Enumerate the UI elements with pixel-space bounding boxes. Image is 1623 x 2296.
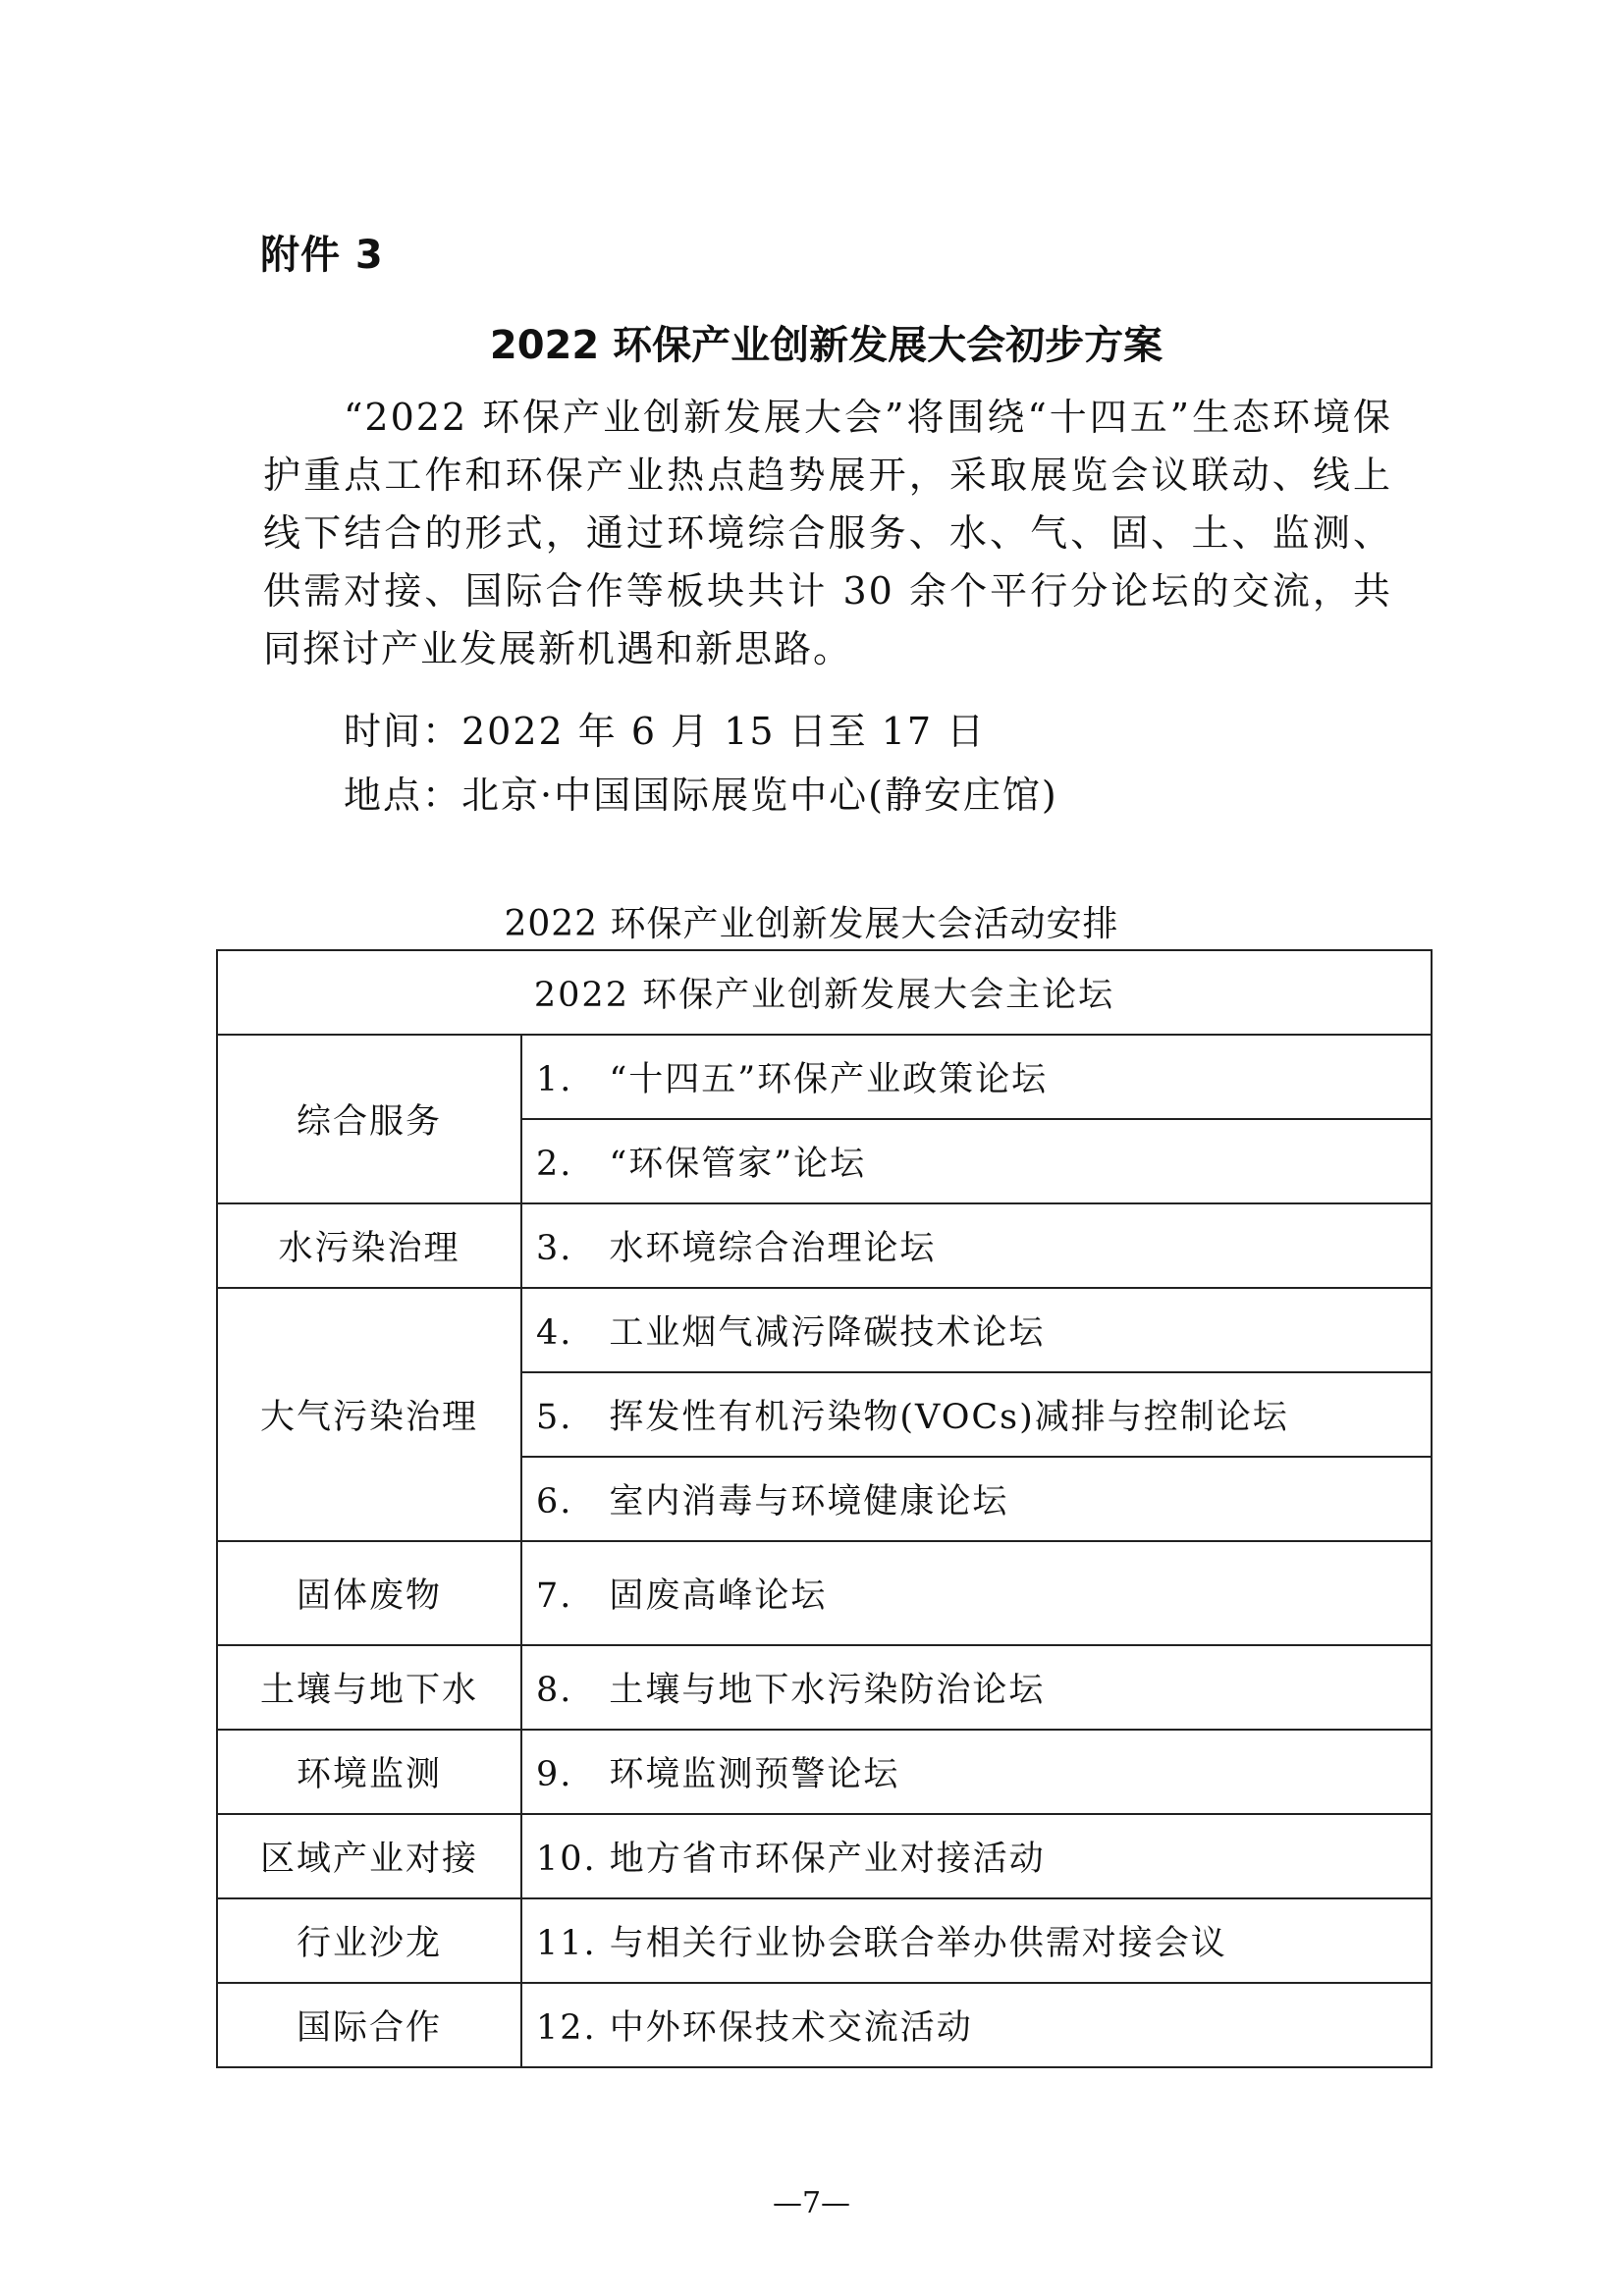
forum-item: 9. 环境监测预警论坛 [521, 1730, 1432, 1814]
table-row [217, 1035, 1432, 1119]
table-row [217, 1288, 1432, 1372]
attachment-label: 附件 3 [260, 233, 384, 278]
category-cell: 固体废物 [217, 1541, 521, 1645]
document-title: 2022 环保产业创新发展大会初步方案 [489, 323, 1163, 368]
forum-item: 4. 工业烟气减污降碳技术论坛 [521, 1288, 1432, 1372]
page-number: —7— [772, 2186, 851, 2220]
category-cell: 国际合作 [217, 1983, 521, 2067]
category-cell: 综合服务 [217, 1035, 521, 1203]
forum-item: 6. 室内消毒与环境健康论坛 [521, 1457, 1432, 1541]
table-row [217, 1983, 1432, 2067]
forum-item: 3. 水环境综合治理论坛 [521, 1203, 1432, 1288]
category-cell: 水污染治理 [217, 1203, 521, 1288]
main-forum-header: 2022 环保产业创新发展大会主论坛 [217, 950, 1432, 1035]
intro-paragraph: “2022 环保产业创新发展大会”将围绕“十四五”生态环境保护重点工作和环保产业热点趋势展开，采取展览会议联动、线上线下结合的形式，通过环境综合服务、水、气、固、土、监测、供需对接、国际合作等板块共计 30 余个平行分论坛的交流，共同探讨产业发展新机遇和新思路。 [263, 396, 1392, 670]
table-caption: 2022 环保产业创新发展大会活动安排 [504, 904, 1119, 944]
forum-item: 12. 中外环保技术交流活动 [521, 1983, 1432, 2067]
table-row [217, 1645, 1432, 1730]
table-header-row [217, 950, 1432, 1035]
event-place: 地点：北京·中国国际展览中心(静安庄馆) [344, 774, 1058, 817]
schedule-table [216, 949, 1433, 2068]
category-cell: 土壤与地下水 [217, 1645, 521, 1730]
forum-item: 10. 地方省市环保产业对接活动 [521, 1814, 1432, 1898]
table-row [217, 1814, 1432, 1898]
table-row [217, 1898, 1432, 1983]
table-row [217, 1730, 1432, 1814]
table-row [217, 1203, 1432, 1288]
category-cell: 区域产业对接 [217, 1814, 521, 1898]
forum-item: 5. 挥发性有机污染物(VOCs)减排与控制论坛 [521, 1372, 1432, 1457]
forum-item: 11. 与相关行业协会联合举办供需对接会议 [521, 1898, 1432, 1983]
forum-item: 8. 土壤与地下水污染防治论坛 [521, 1645, 1432, 1730]
category-cell: 大气污染治理 [217, 1288, 521, 1541]
category-cell: 行业沙龙 [217, 1898, 521, 1983]
forum-item: 7. 固废高峰论坛 [521, 1541, 1432, 1645]
forum-item: 2. “环保管家”论坛 [521, 1119, 1432, 1203]
category-cell: 环境监测 [217, 1730, 521, 1814]
table-row [217, 1541, 1432, 1645]
forum-item: 1. “十四五”环保产业政策论坛 [521, 1035, 1432, 1119]
event-time: 时间：2022 年 6 月 15 日至 17 日 [344, 710, 987, 753]
